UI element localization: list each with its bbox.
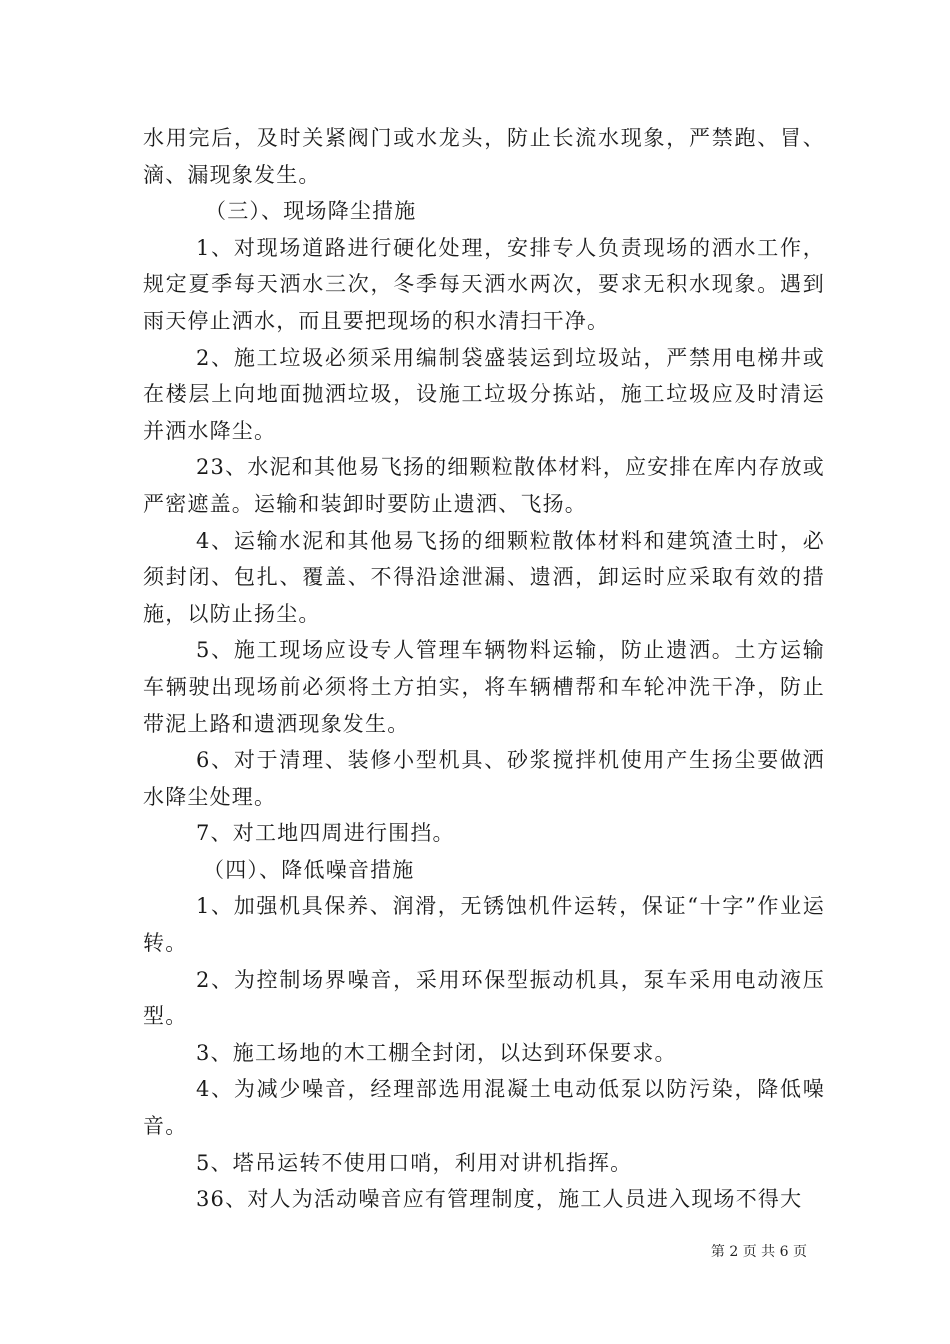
paragraph-9: 2、为控制场界噪音，采用环保型振动机具，泵车采用电动液压型。 <box>143 967 825 1029</box>
paragraph-10: 3、施工场地的木工棚全封闭，以达到环保要求。 <box>196 1040 677 1065</box>
paragraph-8: 1、加强机具保养、润滑，无锈蚀机件运转，保证“十字”作业运转。 <box>143 894 825 956</box>
section-heading-3: （三）、现场降尘措施 <box>205 199 417 224</box>
paragraph-4: 4、运输水泥和其他易飞扬的细颗粒散体材料和建筑渣土时，必须封闭、包扎、覆盖、不得沿途泄漏、遗洒，卸运时应采取有效的措施，以防止扬尘。 <box>143 528 825 626</box>
paragraph-13: 36、对人为活动噪音应有管理制度，施工人员进入现场不得大 <box>196 1187 803 1212</box>
paragraph-3: 23、水泥和其他易飞扬的细颗粒散体材料，应安排在库内存放或严密遮盖。运输和装卸时要防止遗洒、飞扬。 <box>143 455 825 516</box>
paragraph-12: 5、塔吊运转不使用口哨，利用对讲机指挥。 <box>196 1150 633 1175</box>
paragraph-continuation: 水用完后，及时关紧阀门或水龙头，防止长流水现象，严禁跑、冒、滴、漏现象发生。 <box>143 126 825 187</box>
paragraph-11: 4、为减少噪音，经理部选用混凝土电动低泵以防污染，降低噪音。 <box>143 1077 825 1139</box>
paragraph-7: 7、对工地四周进行围挡。 <box>196 821 455 846</box>
document-body <box>143 120 825 1218</box>
paragraph-5: 5、施工现场应设专人管理车辆物料运输，防止遗洒。土方运输车辆驶出现场前必须将土方拍实，将车辆槽帮和车轮冲洗干净，防止带泥上路和遗洒现象发生。 <box>143 638 825 736</box>
paragraph-1: 1、对现场道路进行硬化处理，安排专人负责现场的洒水工作，规定夏季每天洒水三次，冬季每天洒水两次，要求无积水现象。遇到雨天停止洒水，而且要把现场的积水清扫干净。 <box>143 235 825 333</box>
paragraph-6: 6、对于清理、装修小型机具、砂浆搅拌机使用产生扬尘要做洒水降尘处理。 <box>143 748 825 809</box>
paragraph-2: 2、施工垃圾必须采用编制袋盛装运到垃圾站，严禁用电梯井或在楼层上向地面抛洒垃圾，设施工垃圾分拣站，施工垃圾应及时清运并洒水降尘。 <box>143 345 825 443</box>
page-number-footer: 第 2 页 共 6 页 <box>710 1244 807 1260</box>
section-heading-4: （四）、降低噪音措施 <box>203 857 415 882</box>
